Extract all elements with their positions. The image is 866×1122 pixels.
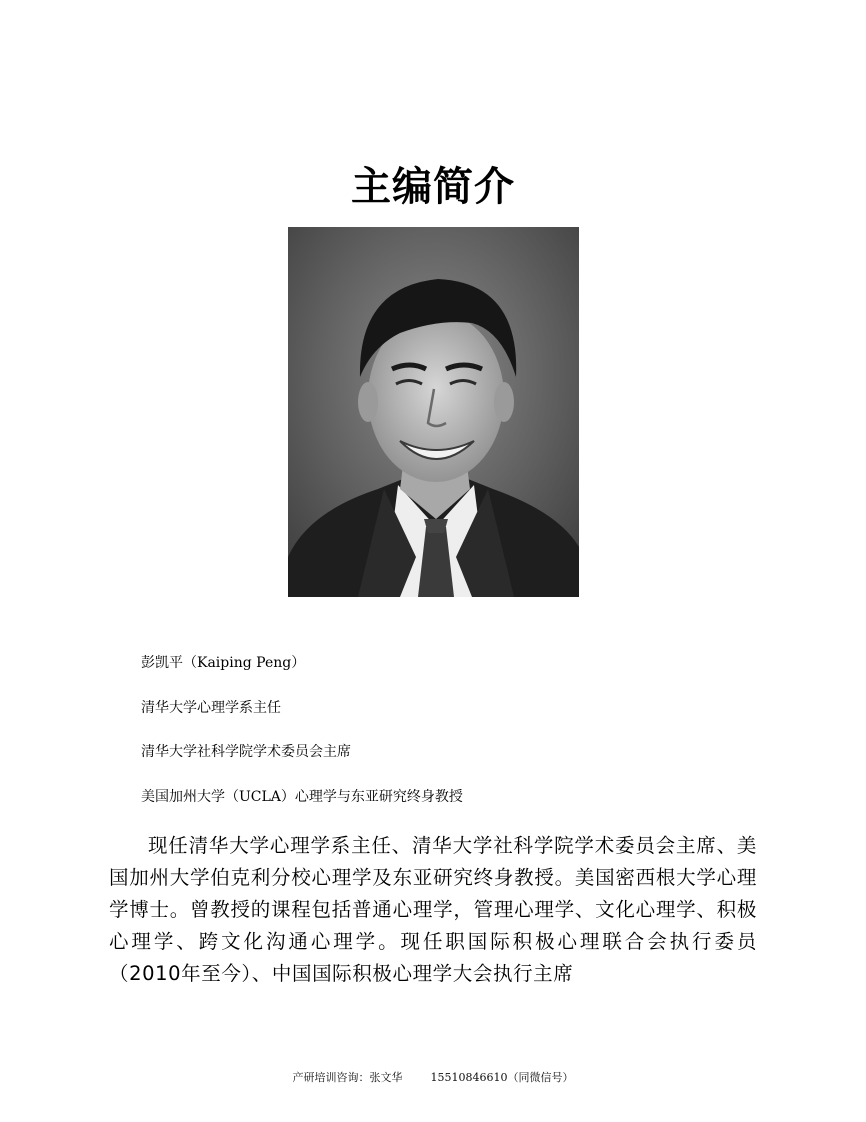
footer: [0, 1070, 866, 1086]
footer-contact: 产研培训咨询：张文华: [292, 1071, 403, 1084]
author-position: 美国加州大学（UCLA）心理学与东亚研究终身教授: [141, 789, 463, 805]
author-position: 清华大学心理学系主任: [141, 700, 281, 716]
portrait-photo: [288, 227, 579, 597]
author-position: 清华大学社科学院学术委员会主席: [141, 744, 351, 760]
footer-phone: 15510846610（同微信号）: [430, 1071, 574, 1084]
author-name: 彭凯平（Kaiping Peng）: [141, 655, 306, 671]
bio-paragraph: 现任清华大学心理学系主任、清华大学社科学院学术委员会主席、美国加州大学伯克利分校心理学及东亚研究终身教授。美国密西根大学心理学博士。曾教授的课程包括普通心理学，管理心理学、文化心理学、积极心理学、跨文化沟通心理学。现任职国际积极心理联合会执行委员（2010年至今）、中国国际积极心理学大会执行主席: [109, 834, 757, 985]
page-title: 主编简介: [351, 163, 515, 210]
